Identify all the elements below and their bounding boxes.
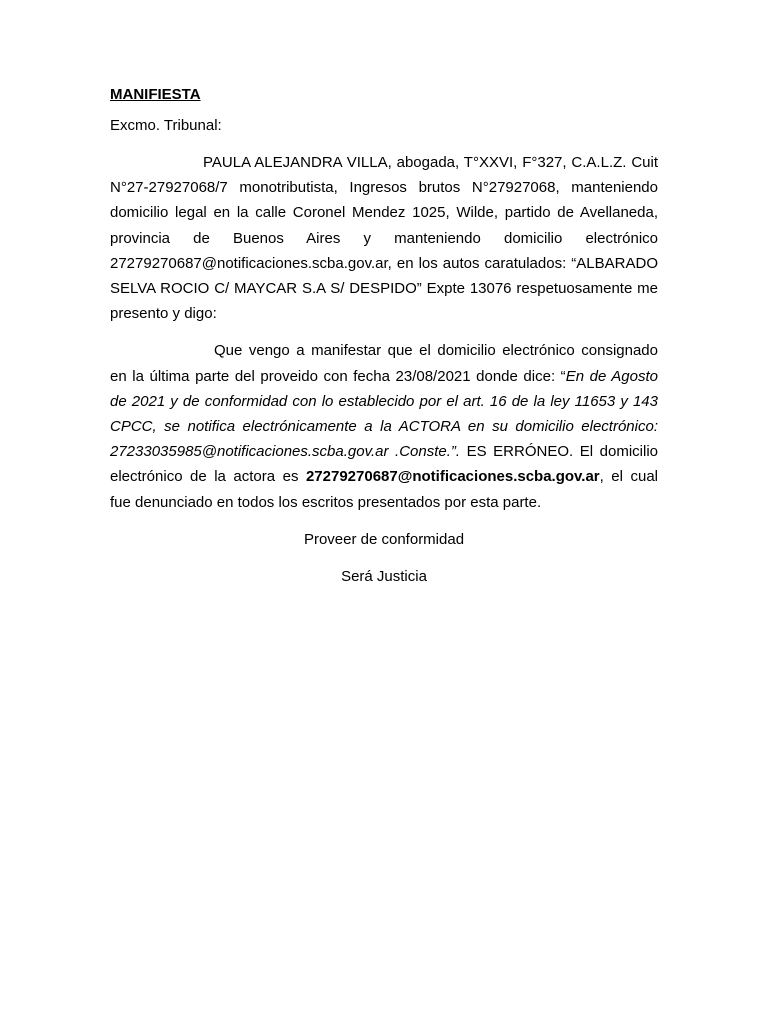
paragraph-manifest-quote: En de Agosto de 2021 y de conformidad con lo establecido por el art. 16 de la ley 11653 y 143 CPCC, se notifica electrónicamente a la ACTORA en su domicilio electrónico: 27233035985@notificaciones.scba.gov.ar .Conste.”. [110,367,658,461]
paragraph-manifest-ending: , el cual fue denunciado en todos los escritos presentados por esta parte. [110,468,658,511]
document-page [110,82,658,589]
salutation: Excmo. Tribunal: [110,117,222,134]
paragraph-presentation: PAULA ALEJANDRA VILLA, abogada, T°XXVI, F°327, C.A.L.Z. Cuit N°27-27927068/7 monotributista, Ingresos brutos N°27927068, manteniendo domicilio legal en la calle Coronel Mendez 1025, Wilde, partido de Avellaneda, provincia de Buenos Aires y manteniendo domicilio electrónico 27279270687@notificaciones.scba.gov.ar, en los autos caratulados: “ALBARADO SELVA ROCIO C/ MAYCAR S.A S/ DESPIDO” Expte 13076 respetuosamente me presento y digo: [110,154,658,323]
paragraph-manifest-middle: ES ERRÓNEO. El domicilio electrónico de la actora es [110,443,658,486]
closing-proveer: Proveer de conformidad [303,530,465,548]
closing-justicia: Será Justicia [341,567,427,585]
document-title: MANIFIESTA [110,86,201,103]
actora-email: 27279270687@notificaciones.scba.gov.ar [305,468,600,486]
paragraph-manifest [110,338,658,514]
paragraph-manifest-intro: Que vengo a manifestar que el domicilio electrónico consignado en la última parte del proveido con fecha 23/08/2021 donde dice: “ [110,342,658,385]
